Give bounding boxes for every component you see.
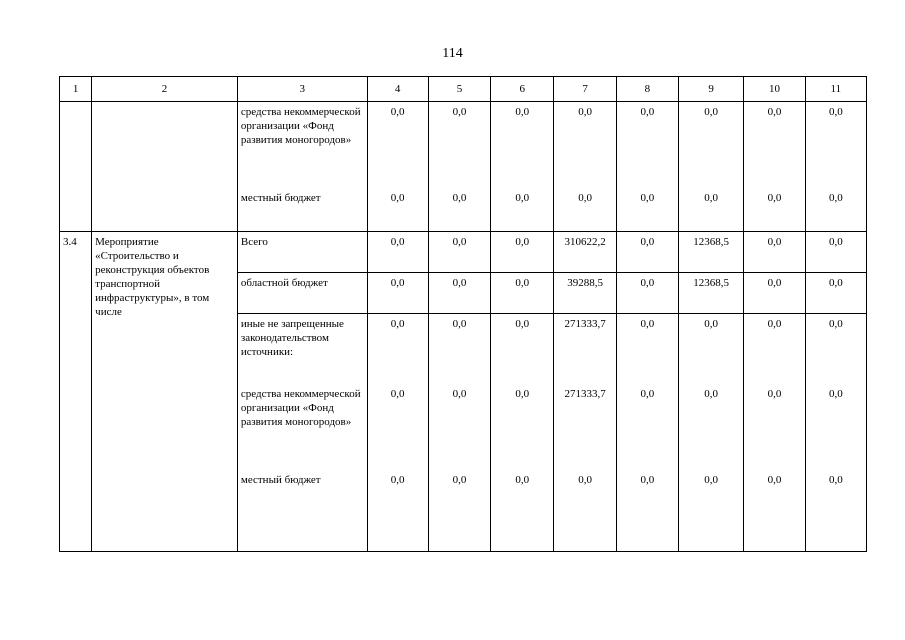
value-cell: 0,0 0,0 0,0 <box>679 314 744 552</box>
value-cell: 12368,5 <box>679 273 744 314</box>
page-number: 114 <box>442 46 463 61</box>
number-cell <box>60 102 92 232</box>
value-cell: 0,0 0,0 0,0 <box>744 314 805 552</box>
value-cell: 39288,5 <box>554 273 616 314</box>
source-label: иные не запрещенные законодательством источники: <box>240 318 344 358</box>
value-cell: 0,0 0,0 <box>554 102 616 232</box>
header-cell: 4 <box>367 77 428 102</box>
name-cell: Мероприятие «Строительство и реконструкция объектов транспортной инфраструктуры», в том числе <box>92 232 238 552</box>
value-cell: 0,0 0,0 <box>805 102 866 232</box>
value-cell: 0,0 <box>805 273 866 314</box>
value-cell: 0,0 <box>428 232 490 273</box>
value-cell: 0,0 <box>616 273 678 314</box>
value-cell: 0,0 0,0 <box>616 102 678 232</box>
header-cell: 3 <box>237 77 367 102</box>
value-cell: 0,0 0,0 <box>491 102 554 232</box>
budget-table <box>59 76 867 552</box>
value-cell: 0,0 0,0 0,0 <box>616 314 678 552</box>
value-cell: 0,0 0,0 0,0 <box>367 314 428 552</box>
header-cell: 10 <box>744 77 805 102</box>
number-cell: 3.4 <box>60 232 92 552</box>
value-cell: 0,0 0,0 <box>679 102 744 232</box>
table-row <box>60 102 867 232</box>
value-cell: 0,0 <box>744 273 805 314</box>
value-cell: 12368,5 <box>679 232 744 273</box>
value-cell: 0,0 0,0 0,0 <box>428 314 490 552</box>
header-cell: 1 <box>60 77 92 102</box>
source-cell <box>237 314 367 552</box>
value-cell: 0,0 <box>616 232 678 273</box>
value-cell: 0,0 0,0 0,0 <box>805 314 866 552</box>
source-label: местный бюджет <box>240 474 321 486</box>
header-cell: 5 <box>428 77 490 102</box>
value-cell: 0,0 <box>367 273 428 314</box>
value-cell: 0,0 0,0 <box>367 102 428 232</box>
name-cell <box>92 102 238 232</box>
value-cell: 0,0 <box>428 273 490 314</box>
source-label: средства некоммерческой организации «Фонд развития моногородов» <box>240 106 361 146</box>
source-label: средства некоммерческой организации «Фонд развития моногородов» <box>240 388 361 428</box>
value-cell: 0,0 <box>367 232 428 273</box>
source-label: местный бюджет <box>240 192 321 204</box>
header-cell: 2 <box>92 77 238 102</box>
table-row <box>60 232 867 273</box>
source-cell: Всего <box>237 232 367 273</box>
value-cell: 0,0 0,0 <box>428 102 490 232</box>
header-cell: 11 <box>805 77 866 102</box>
value-cell: 0,0 <box>744 232 805 273</box>
header-cell: 6 <box>491 77 554 102</box>
header-cell: 9 <box>679 77 744 102</box>
value-cell: 0,0 <box>491 232 554 273</box>
value-cell: 310622,2 <box>554 232 616 273</box>
value-cell: 0,0 <box>491 273 554 314</box>
value-cell: 0,0 0,0 <box>744 102 805 232</box>
header-cell: 7 <box>554 77 616 102</box>
source-cell: областной бюджет <box>237 273 367 314</box>
header-row <box>60 77 867 102</box>
value-cell: 0,0 0,0 0,0 <box>491 314 554 552</box>
header-cell: 8 <box>616 77 678 102</box>
value-cell: 271333,7 271333,7 0,0 <box>554 314 616 552</box>
value-cell: 0,0 <box>805 232 866 273</box>
source-cell <box>237 102 367 232</box>
